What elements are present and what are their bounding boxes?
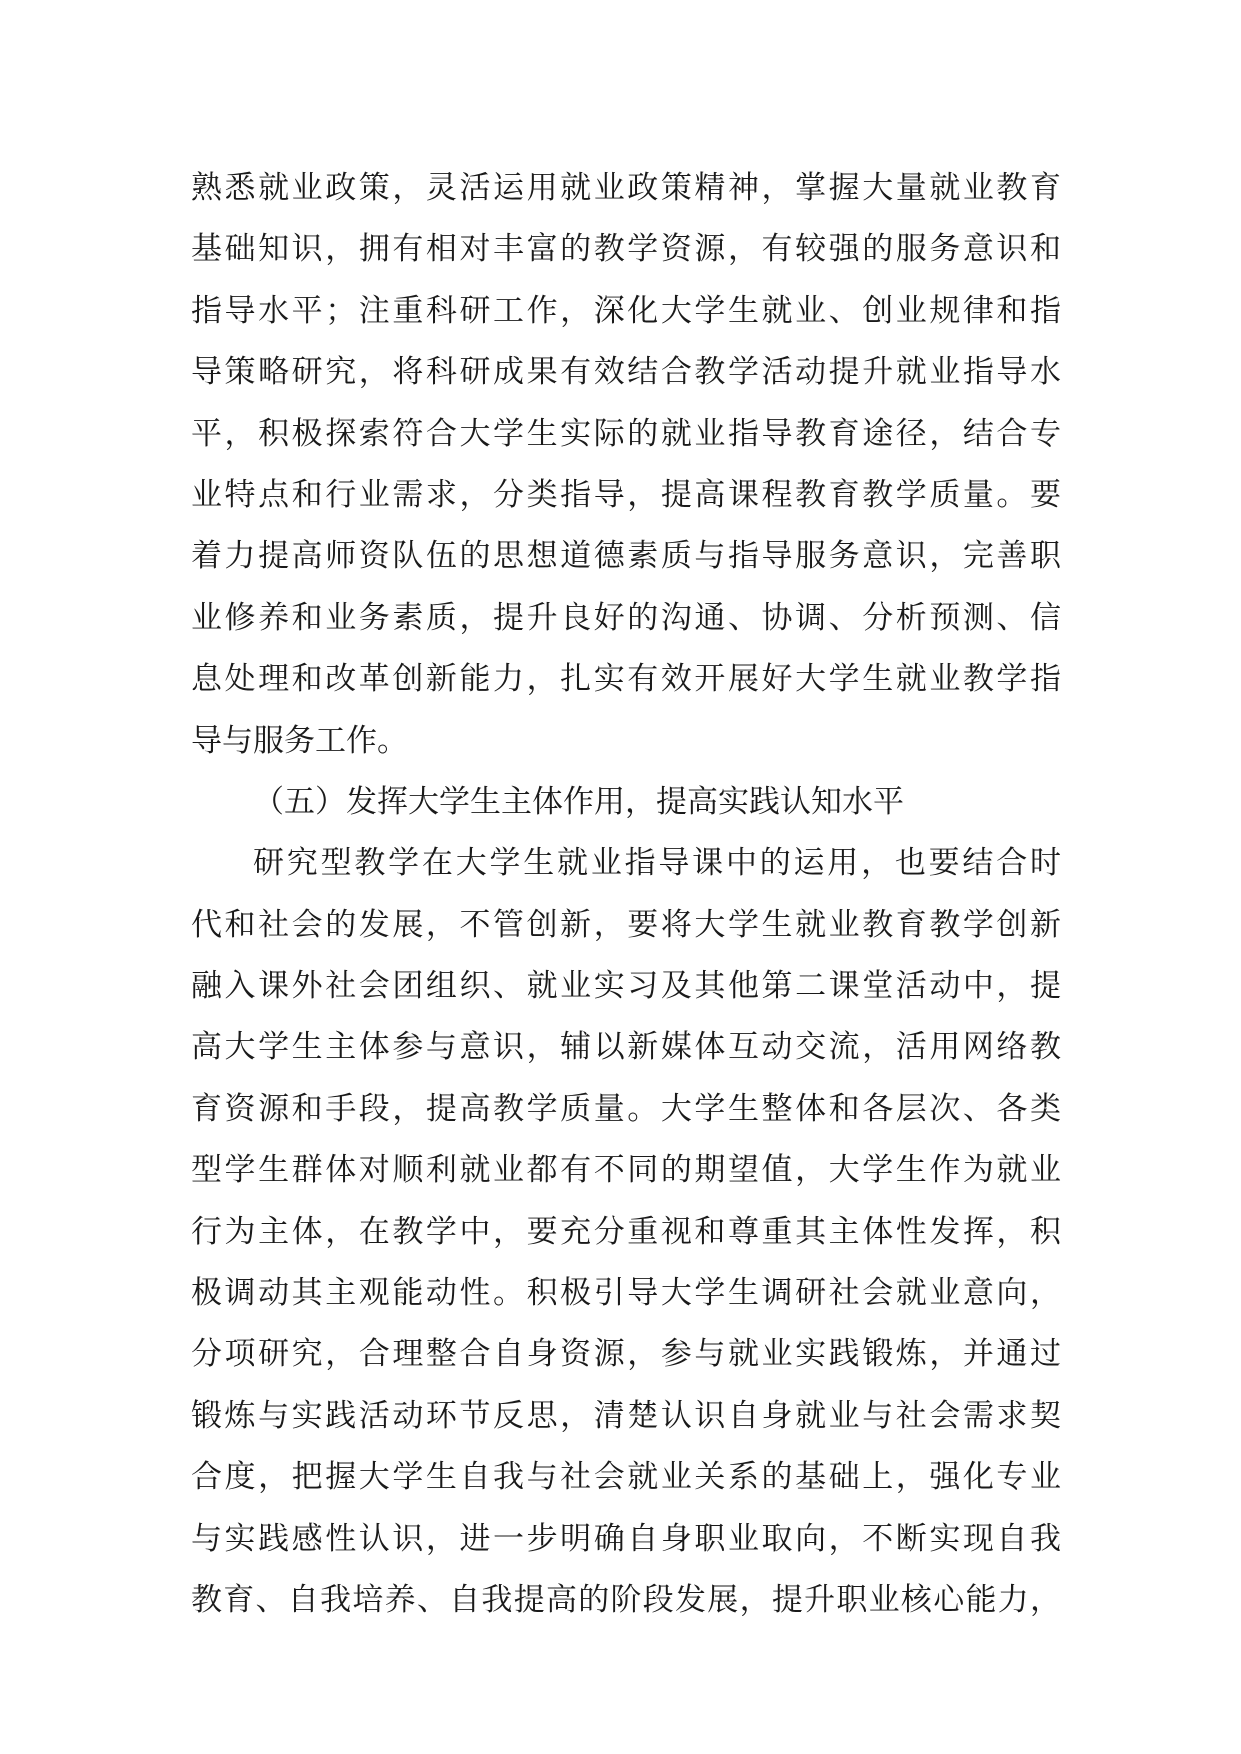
text-line: 业特点和行业需求，分类指导，提高课程教育教学质量。要 <box>191 476 1061 513</box>
text-line: 锻炼与实践活动环节反思，清楚认识自身就业与社会需求契 <box>191 1397 1061 1434</box>
text-line: 平，积极探索符合大学生实际的就业指导教育途径，结合专 <box>191 415 1061 452</box>
paragraph-teacher-development <box>191 158 1061 772</box>
text-line: 高大学生主体参与意识，辅以新媒体互动交流，活用网络教 <box>191 1029 1061 1066</box>
text-line: 与实践感性认识，进一步明确自身职业取向，不断实现自我 <box>191 1520 1061 1557</box>
text-line: 代和社会的发展，不管创新，要将大学生就业教育教学创新 <box>191 906 1061 943</box>
text-line: 型学生群体对顺利就业都有不同的期望值，大学生作为就业 <box>191 1152 1061 1189</box>
paragraph-student-subject-role <box>191 833 1061 1631</box>
text-line: 导与服务工作。 <box>191 722 408 759</box>
text-line: 业修养和业务素质，提升良好的沟通、协调、分析预测、信 <box>191 599 1061 636</box>
text-line: 行为主体，在教学中，要充分重视和尊重其主体性发挥，积 <box>191 1213 1061 1250</box>
text-line: 指导水平；注重科研工作，深化大学生就业、创业规律和指 <box>191 292 1061 329</box>
text-line: 极调动其主观能动性。积极引导大学生调研社会就业意向， <box>191 1275 1061 1312</box>
document-body <box>191 158 1061 1631</box>
text-line: 研究型教学在大学生就业指导课中的运用，也要结合时 <box>253 845 1061 882</box>
text-line: 导策略研究，将科研成果有效结合教学活动提升就业指导水 <box>191 354 1061 391</box>
text-line: 熟悉就业政策，灵活运用就业政策精神，掌握大量就业教育 <box>191 170 1061 206</box>
text-line: 育资源和手段，提高教学质量。大学生整体和各层次、各类 <box>191 1090 1061 1127</box>
text-line: 息处理和改革创新能力，扎实有效开展好大学生就业教学指 <box>191 661 1061 698</box>
section-heading: （五）发挥大学生主体作用，提高实践认知水平 <box>253 783 904 820</box>
text-line: 合度，把握大学生自我与社会就业关系的基础上，强化专业 <box>191 1459 1061 1496</box>
text-line: 着力提高师资队伍的思想道德素质与指导服务意识，完善职 <box>191 538 1061 575</box>
text-line: 基础知识，拥有相对丰富的教学资源，有较强的服务意识和 <box>191 231 1061 268</box>
text-line: 教育、自我培养、自我提高的阶段发展，提升职业核心能力， <box>191 1581 1061 1618</box>
text-line: 融入课外社会团组织、就业实习及其他第二课堂活动中，提 <box>191 968 1061 1005</box>
text-line: 分项研究，合理整合自身资源，参与就业实践锻炼，并通过 <box>191 1336 1061 1373</box>
